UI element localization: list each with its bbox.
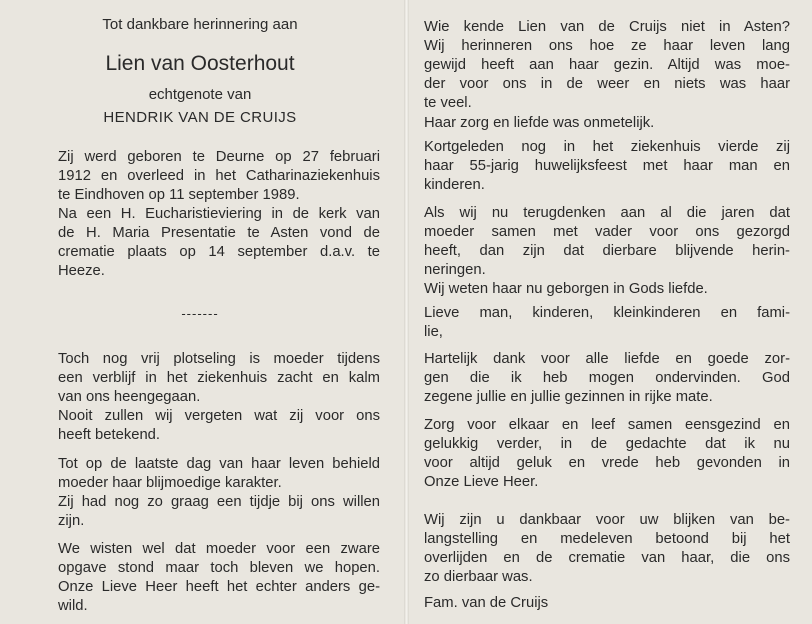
text-line: de H. Maria Presentatie te Asten vond de [58, 225, 380, 241]
text-line: Heeze. [58, 263, 105, 279]
text-line: Zij werd geboren te Deurne op 27 februari [58, 149, 380, 165]
text-line: voor altijd geluk en vrede heb gevonden in [424, 455, 790, 471]
text-line: crematie plaats op 14 september d.a.v. te [58, 244, 380, 260]
text-line: Hartelijk dank voor alle liefde en goede zor- [424, 351, 790, 367]
text-line: Nooit zullen wij vergeten wat zij voor ons [58, 408, 380, 424]
text-line: gelukkig verder, in de gedachte dat ik nu [424, 436, 790, 452]
text-line: Wij zijn u dankbaar voor uw blijken van be- [424, 512, 790, 528]
text-line: wild. [58, 598, 88, 614]
care-paragraph [424, 114, 790, 133]
lord-paragraph [58, 578, 380, 616]
text-line: Wie kende Lien van de Cruijs niet in Asten? [424, 19, 790, 35]
text-line: We wisten wel dat moeder voor een zware [58, 541, 380, 557]
knew-paragraph [58, 540, 380, 578]
care-for-each-other-paragraph [424, 416, 790, 492]
text-line: Wij herinneren ons hoe ze haar leven lang [424, 38, 790, 54]
who-knew-paragraph [424, 18, 790, 113]
signature-text: Fam. van de Cruijs [424, 595, 549, 611]
text-line: van ons heengegaan. [58, 389, 201, 405]
text-line: heeft betekend. [58, 427, 161, 443]
text-line: haar 55-jarig huwelijksfeest met haar man en [424, 158, 790, 174]
text-line: der voor ons in de weer en niets was haar [424, 76, 790, 92]
address-paragraph [424, 304, 790, 342]
text-line: neringen. [424, 262, 486, 278]
ceremony-paragraph [58, 205, 380, 281]
text-line: te Eindhoven op 11 september 1989. [58, 187, 300, 203]
text-line: Onze Lieve Heer. [424, 474, 539, 490]
text-line: Onze Lieve Heer heeft het echter anders ge- [58, 579, 380, 595]
text-line: zo dierbaar was. [424, 569, 533, 585]
text-line: Als wij nu terugdenken aan al die jaren dat [424, 205, 790, 221]
text-line: Haar zorg en liefde was onmetelijk. [424, 115, 655, 131]
wish-paragraph [58, 493, 380, 531]
text-line: Tot op de laatste dag van haar leven behield [58, 456, 380, 472]
birth-paragraph [58, 148, 380, 205]
gratitude-paragraph [424, 511, 790, 587]
text-line: een verblijf in het ziekenhuis zacht en kalm [58, 370, 380, 386]
text-line: opgave stond maar toch bleven we hopen. [58, 560, 380, 576]
text-line: moeder samen met vader voor ons gezorgd [424, 224, 790, 240]
text-line: heeft, dan zijn dat dierbare blijvende herin- [424, 243, 790, 259]
deceased-name: Lien van Oosterhout [105, 52, 295, 75]
text-line: langstelling en medeleven betoond bij het [424, 531, 790, 547]
text-line: kinderen. [424, 177, 485, 193]
text-line: Toch nog vrij plotseling is moeder tijdens [58, 351, 380, 367]
spouse-name: HENDRIK VAN DE CRUIJS [103, 109, 297, 126]
text-line: gen die ik heb mogen ondervinden. God [424, 370, 790, 386]
text-line: Kortgeleden nog in het ziekenhuis vierde zij [424, 139, 790, 155]
text-line: Wij weten haar nu geborgen in Gods liefde. [424, 281, 708, 297]
separator: ------- [181, 306, 219, 321]
never-forget-paragraph [58, 407, 380, 445]
thanks-paragraph [424, 350, 790, 407]
intro-text: Tot dankbare herinnering aan [102, 16, 298, 33]
memories-paragraph [424, 204, 790, 280]
text-line: zijn. [58, 513, 85, 529]
text-line: Lieve man, kinderen, kleinkinderen en fami- [424, 305, 790, 321]
last-day-paragraph [58, 455, 380, 493]
text-line: Zorg voor elkaar en leef samen eensgezind en [424, 417, 790, 433]
anniversary-paragraph [424, 138, 790, 195]
text-line: zegene jullie en jullie gezinnen in rijke mate. [424, 389, 713, 405]
text-line: Na een H. Eucharistieviering in de kerk van [58, 206, 380, 222]
signature [424, 594, 790, 613]
card-fold [404, 0, 409, 624]
passing-paragraph [58, 350, 380, 407]
gods-love-paragraph [424, 280, 790, 299]
text-line: gewijd heeft aan haar gezin. Altijd was moe- [424, 57, 790, 73]
spouse-label: echtgenote van [148, 86, 252, 103]
text-line: 1912 en overleed in het Catharinaziekenhuis [58, 168, 380, 184]
text-line: Zij had nog zo graag een tijdje bij ons willen [58, 494, 380, 510]
text-line: moeder haar blijmoedige karakter. [58, 475, 282, 491]
text-line: te veel. [424, 95, 472, 111]
text-line: lie, [424, 324, 443, 340]
text-line: overlijden en de crematie van haar, die ons [424, 550, 790, 566]
